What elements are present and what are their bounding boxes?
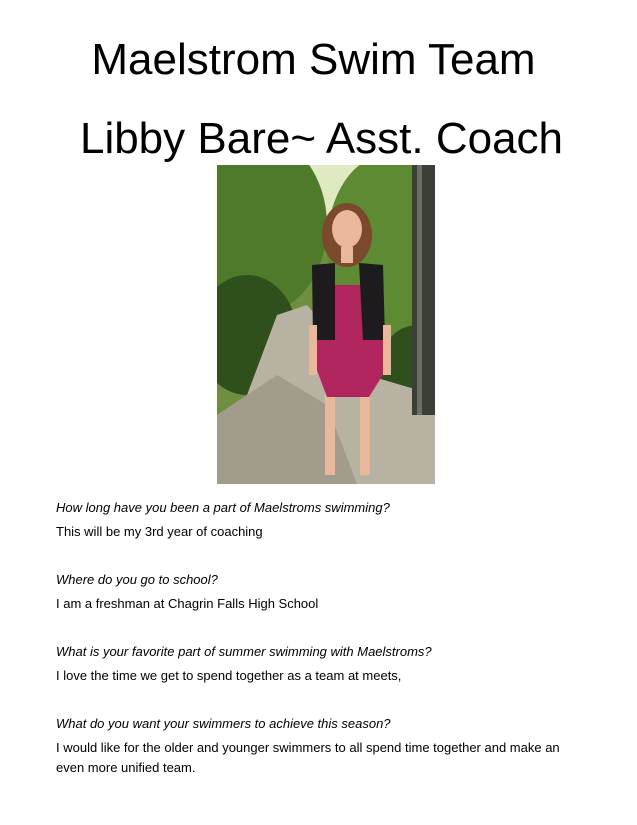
qa-item-2: [56, 570, 586, 614]
qa-item-1: [56, 498, 586, 542]
question-text: Where do you go to school?: [56, 572, 218, 587]
answer-text: I love the time we get to spend together as a team at meets,: [56, 668, 402, 683]
answer-text: This will be my 3rd year of coaching: [56, 524, 263, 539]
coach-photo: [217, 165, 435, 484]
coach-name-heading: Libby Bare~ Asst. Coach: [79, 114, 564, 163]
qa-item-4: [56, 714, 586, 778]
page-title: Maelstrom Swim Team: [91, 35, 536, 84]
qa-item-3: [56, 642, 586, 686]
question-text: What is your favorite part of summer swimming with Maelstroms?: [56, 644, 432, 659]
answer-text: I would like for the older and younger swimmers to all spend time together and make an even more unified team.: [56, 740, 560, 775]
question-text: How long have you been a part of Maelstroms swimming?: [56, 500, 390, 515]
question-text: What do you want your swimmers to achieve this season?: [56, 716, 391, 731]
answer-text: I am a freshman at Chagrin Falls High School: [56, 596, 319, 611]
coach-photo-illustration: [217, 165, 435, 484]
